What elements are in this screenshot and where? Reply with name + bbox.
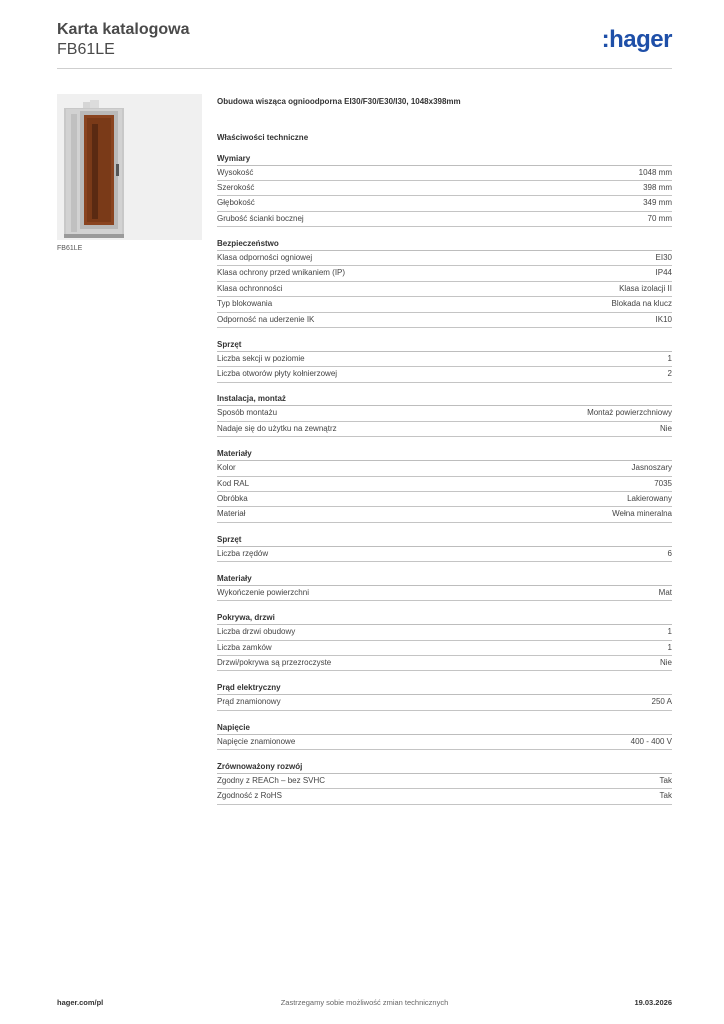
property-row <box>217 695 672 710</box>
section-title: Materiały <box>217 448 672 462</box>
property-value: 398 mm <box>643 182 672 192</box>
property-section <box>217 338 672 382</box>
property-section <box>217 448 672 523</box>
property-label: Wysokość <box>217 167 254 177</box>
property-row <box>217 406 672 421</box>
property-row <box>217 181 672 196</box>
footer-date: 19.03.2026 <box>634 998 672 1007</box>
technical-properties-heading: Właściwości techniczne <box>217 133 309 142</box>
property-label: Szerokość <box>217 182 255 192</box>
property-row <box>217 297 672 312</box>
section-title: Materiały <box>217 572 672 586</box>
property-label: Liczba otworów płyty kołnierzowej <box>217 369 338 379</box>
property-section <box>217 721 672 750</box>
product-details <box>217 96 672 815</box>
property-row <box>217 367 672 382</box>
property-label: Kod RAL <box>217 478 250 488</box>
property-value: 250 A <box>651 697 672 707</box>
property-value: Nie <box>659 423 672 433</box>
property-label: Głębokość <box>217 198 255 208</box>
section-title: Bezpieczeństwo <box>217 237 672 251</box>
property-value: 349 mm <box>643 198 672 208</box>
property-label: Klasa ochronności <box>217 283 283 293</box>
property-value: IK10 <box>655 314 672 324</box>
property-row <box>217 313 672 328</box>
property-label: Zgodny z REACh – bez SVHC <box>217 775 326 785</box>
property-value: Tak <box>659 791 672 801</box>
property-value: 70 mm <box>647 213 672 223</box>
property-value: Klasa izolacji II <box>619 283 672 293</box>
property-value: 2 <box>667 369 672 379</box>
product-description: Obudowa wisząca ognioodporna EI30/F30/E30/I30, 1048x398mm <box>217 97 461 106</box>
section-title: Zrównoważony rozwój <box>217 760 672 774</box>
property-row <box>217 196 672 211</box>
property-label: Typ blokowania <box>217 299 273 309</box>
footer-website: hager.com/pl <box>57 998 104 1007</box>
property-row <box>217 461 672 476</box>
property-row <box>217 477 672 492</box>
property-label: Liczba sekcji w poziomie <box>217 353 305 363</box>
property-label: Kolor <box>217 463 236 473</box>
property-value: 6 <box>667 548 672 558</box>
property-value: 1 <box>667 642 672 652</box>
page-header <box>57 20 672 60</box>
property-label: Liczba rzędów <box>217 548 269 558</box>
property-row <box>217 789 672 804</box>
property-label: Materiał <box>217 509 246 519</box>
property-section <box>217 533 672 562</box>
property-value: Mat <box>658 587 672 597</box>
property-row <box>217 492 672 507</box>
property-row <box>217 735 672 750</box>
property-value: 1048 mm <box>638 167 672 177</box>
property-label: Prąd znamionowy <box>217 697 281 707</box>
property-value: Lakierowany <box>627 493 672 503</box>
property-row <box>217 656 672 671</box>
property-section <box>217 682 672 711</box>
property-label: Drzwi/pokrywa są przezroczyste <box>217 657 332 667</box>
property-row <box>217 547 672 562</box>
property-label: Liczba drzwi obudowy <box>217 627 296 637</box>
property-value: Wełna mineralna <box>612 509 672 519</box>
section-title: Sprzęt <box>217 338 672 352</box>
footer-disclaimer: Zastrzegamy sobie możliwość zmian technicznych <box>280 998 449 1007</box>
property-row <box>217 507 672 522</box>
property-label: Nadaje się do użytku na zewnątrz <box>217 423 337 433</box>
property-value: Nie <box>659 657 672 667</box>
property-row <box>217 774 672 789</box>
property-value: 1 <box>667 627 672 637</box>
property-section <box>217 572 672 601</box>
property-value: EI30 <box>655 252 672 262</box>
product-code: FB61LE <box>57 41 115 58</box>
property-label: Zgodność z RoHS <box>217 791 282 801</box>
property-value: IP44 <box>655 268 672 278</box>
product-image-caption: FB61LE <box>57 245 83 252</box>
property-row <box>217 212 672 227</box>
property-section <box>217 760 672 804</box>
product-image <box>57 94 202 240</box>
property-row <box>217 586 672 601</box>
hager-logo: :hager <box>601 26 672 53</box>
property-value: 400 - 400 V <box>630 736 672 746</box>
document-title: Karta katalogowa <box>57 21 190 38</box>
property-label: Liczba zamków <box>217 642 272 652</box>
property-value: Tak <box>659 775 672 785</box>
section-title: Napięcie <box>217 721 672 735</box>
section-title: Sprzęt <box>217 533 672 547</box>
property-row <box>217 282 672 297</box>
property-section <box>217 152 672 227</box>
property-value: Jasnoszary <box>631 463 672 473</box>
property-sections <box>217 152 672 805</box>
section-title: Wymiary <box>217 152 672 166</box>
property-label: Klasa ochrony przed wnikaniem (IP) <box>217 268 346 278</box>
property-value: 7035 <box>654 478 672 488</box>
property-label: Wykończenie powierzchni <box>217 587 309 597</box>
property-row <box>217 625 672 640</box>
property-label: Klasa odporności ogniowej <box>217 252 313 262</box>
property-label: Sposób montażu <box>217 408 278 418</box>
property-row <box>217 166 672 181</box>
property-row <box>217 641 672 656</box>
property-label: Grubość ścianki bocznej <box>217 213 304 223</box>
property-row <box>217 352 672 367</box>
property-section <box>217 612 672 672</box>
section-title: Pokrywa, drzwi <box>217 612 672 626</box>
property-label: Odporność na uderzenie IK <box>217 314 315 324</box>
property-row <box>217 251 672 266</box>
section-title: Prąd elektryczny <box>217 682 672 696</box>
property-value: Montaż powierzchniowy <box>587 408 672 418</box>
property-row <box>217 266 672 281</box>
property-value: Blokada na klucz <box>611 299 672 309</box>
cabinet-illustration <box>57 94 202 240</box>
property-section <box>217 237 672 327</box>
property-label: Obróbka <box>217 493 248 503</box>
property-value: 1 <box>667 353 672 363</box>
header-divider <box>57 68 672 69</box>
property-row <box>217 422 672 437</box>
property-section <box>217 393 672 437</box>
property-label: Napięcie znamionowe <box>217 736 296 746</box>
section-title: Instalacja, montaż <box>217 393 672 407</box>
